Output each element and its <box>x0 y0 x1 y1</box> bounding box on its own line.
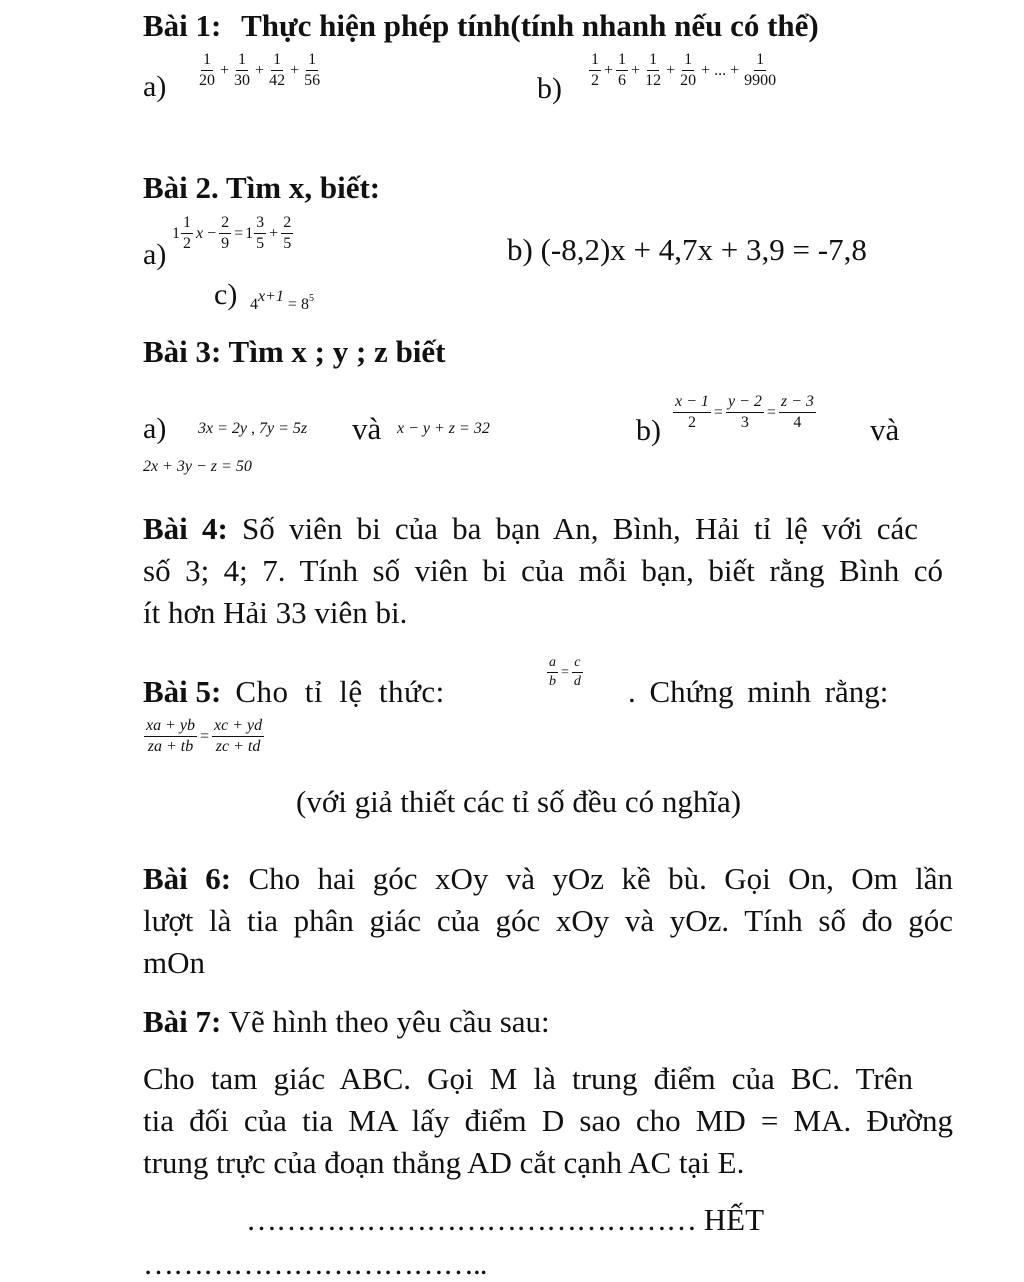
b6-title: Bài 6: <box>143 861 232 896</box>
b3-a-expr3: 2x + 3y − z = 50 <box>143 458 252 475</box>
b2-b-expr: (-8,2)x + 4,7x + 3,9 = -7,8 <box>540 232 867 267</box>
b2-c-label: c) <box>214 278 238 311</box>
fraction: $\frac{1}{20}$ <box>680 51 697 89</box>
fraction: $\frac{xc + yd}{zc + td}$ <box>214 717 263 755</box>
fraction: $\frac{2}{9}$ <box>221 214 230 253</box>
b5-given-ratio: $\frac{a}{b}$ = $\frac{c}{d}$ <box>549 655 581 689</box>
b5-intro: Bài 5: Cho tỉ lệ thức: <box>143 674 445 709</box>
fraction: $\frac{c}{d}$ <box>573 655 581 689</box>
b5-title: Bài 5: <box>143 674 222 709</box>
b3-b-expr: $\frac{x - 1}{2}$ = $\frac{y - 2}{3}$ = $\frac{z - 3}{4}$ <box>675 393 814 431</box>
b7-title: Bài 7: <box>143 1004 222 1039</box>
end-dots: ……………………………………… <box>246 1202 696 1237</box>
fraction: $\frac{a}{b}$ <box>549 655 556 689</box>
b3-b-label: b) <box>636 414 661 447</box>
b3-a-label: a) <box>143 412 167 445</box>
b7-paragraph: Cho tam giác ABC. Gọi M là trung điểm của BC. Trên tia đối của tia MA lấy điểm D sao cho MD = MA. Đường trung trực của đoạn thẳng AD cắt cạnh AC tại E. <box>143 1061 953 1180</box>
b4-paragraph: Bài 4: Số viên bi của ba bạn An, Bình, Hải tỉ lệ với các số 3; 4; 7. Tính số viên bi của mỗi bạn, biết rằng Bình có ít hơn Hải 33 viên bi. <box>143 511 943 630</box>
b1-b-label: b) <box>537 72 562 105</box>
b1-a-label: a) <box>143 70 167 103</box>
b1-title-rest: Thực hiện phép tính(tính nhanh nếu có thể) <box>241 8 819 43</box>
b3-b-va: và <box>870 412 900 447</box>
b5-note: (với giả thiết các tỉ số đều có nghĩa) <box>296 784 742 819</box>
fraction: $\frac{x - 1}{2}$ <box>675 393 709 431</box>
b3-title: Bài 3: Tìm x ; y ; z biết <box>143 334 446 369</box>
fraction: $\frac{y - 2}{3}$ <box>727 393 762 431</box>
het-label: HẾT <box>703 1202 765 1237</box>
b2-b-label: b) <box>507 232 533 267</box>
b2-b-line <box>507 232 867 268</box>
fraction: $\frac{1}{12}$ <box>645 51 662 89</box>
b1-heading <box>143 8 819 44</box>
fraction: $\frac{2}{5}$ <box>283 214 292 253</box>
b2-c-expr: $4^{x+1} = 8^5$ <box>250 288 314 313</box>
end-line <box>246 1202 764 1238</box>
fraction: $\frac{z - 3}{4}$ <box>780 393 814 431</box>
fraction: $\frac{1}{6}$ <box>618 51 627 89</box>
b3-a-va: và <box>352 411 382 446</box>
fraction: $\frac{1}{30}$ <box>234 51 251 89</box>
b3-a-expr2: x − y + z = 32 <box>397 420 490 437</box>
b3-a-expr1: 3x = 2y , 7y = 5z <box>198 420 308 437</box>
b7-heading: Bài 7: Vẽ hình theo yêu cầu sau: <box>143 1004 550 1039</box>
fraction: $\frac{1}{42}$ <box>269 51 286 89</box>
b1-a-expr: $\frac{1}{20}$ + $\frac{1}{30}$ + $\frac{1}{42}$ + $\frac{1}{56}$ <box>199 51 321 89</box>
b2-a-label: a) <box>143 238 167 271</box>
fraction: $\frac{1}{56}$ <box>304 51 321 89</box>
fraction: $\frac{1}{2}$ <box>183 214 191 252</box>
b6-paragraph: Bài 6: Cho hai góc xOy và yOz kề bù. Gọi On, Om lần lượt là tia phân giác của góc xOy và yOz. Tính số đo góc mOn <box>143 861 953 980</box>
b5-proof-ratio: $\frac{xa + yb}{za + tb}$ = $\frac{xc + yd}{zc + td}$ <box>146 717 263 755</box>
b2-a-expr: 1 $\frac{1}{2}$ x − $\frac{2}{9}$ = 1 $\frac{3}{5}$ + $\frac{2}{5}$ <box>172 214 292 253</box>
b5-text2: . Chứng minh rằng: <box>628 674 889 709</box>
b1-title: Bài 1: <box>143 8 222 43</box>
b2-title: Bài 2. Tìm x, biết: <box>143 170 381 205</box>
b1-b-expr: $\frac{1}{2}$ + $\frac{1}{6}$ + $\frac{1}{12}$ + $\frac{1}{20}$ + ... + $\frac{1}{9900}$ <box>591 51 777 89</box>
fraction: $\frac{1}{9900}$ <box>744 51 777 89</box>
fraction: $\frac{1}{20}$ <box>199 51 215 89</box>
end-dots-2: …………………………….. <box>143 1246 487 1281</box>
fraction: $\frac{3}{5}$ <box>256 214 265 252</box>
fraction: $\frac{1}{2}$ <box>591 51 599 89</box>
b4-title: Bài 4: <box>143 511 228 546</box>
fraction: $\frac{xa + yb}{za + tb}$ <box>146 717 195 755</box>
